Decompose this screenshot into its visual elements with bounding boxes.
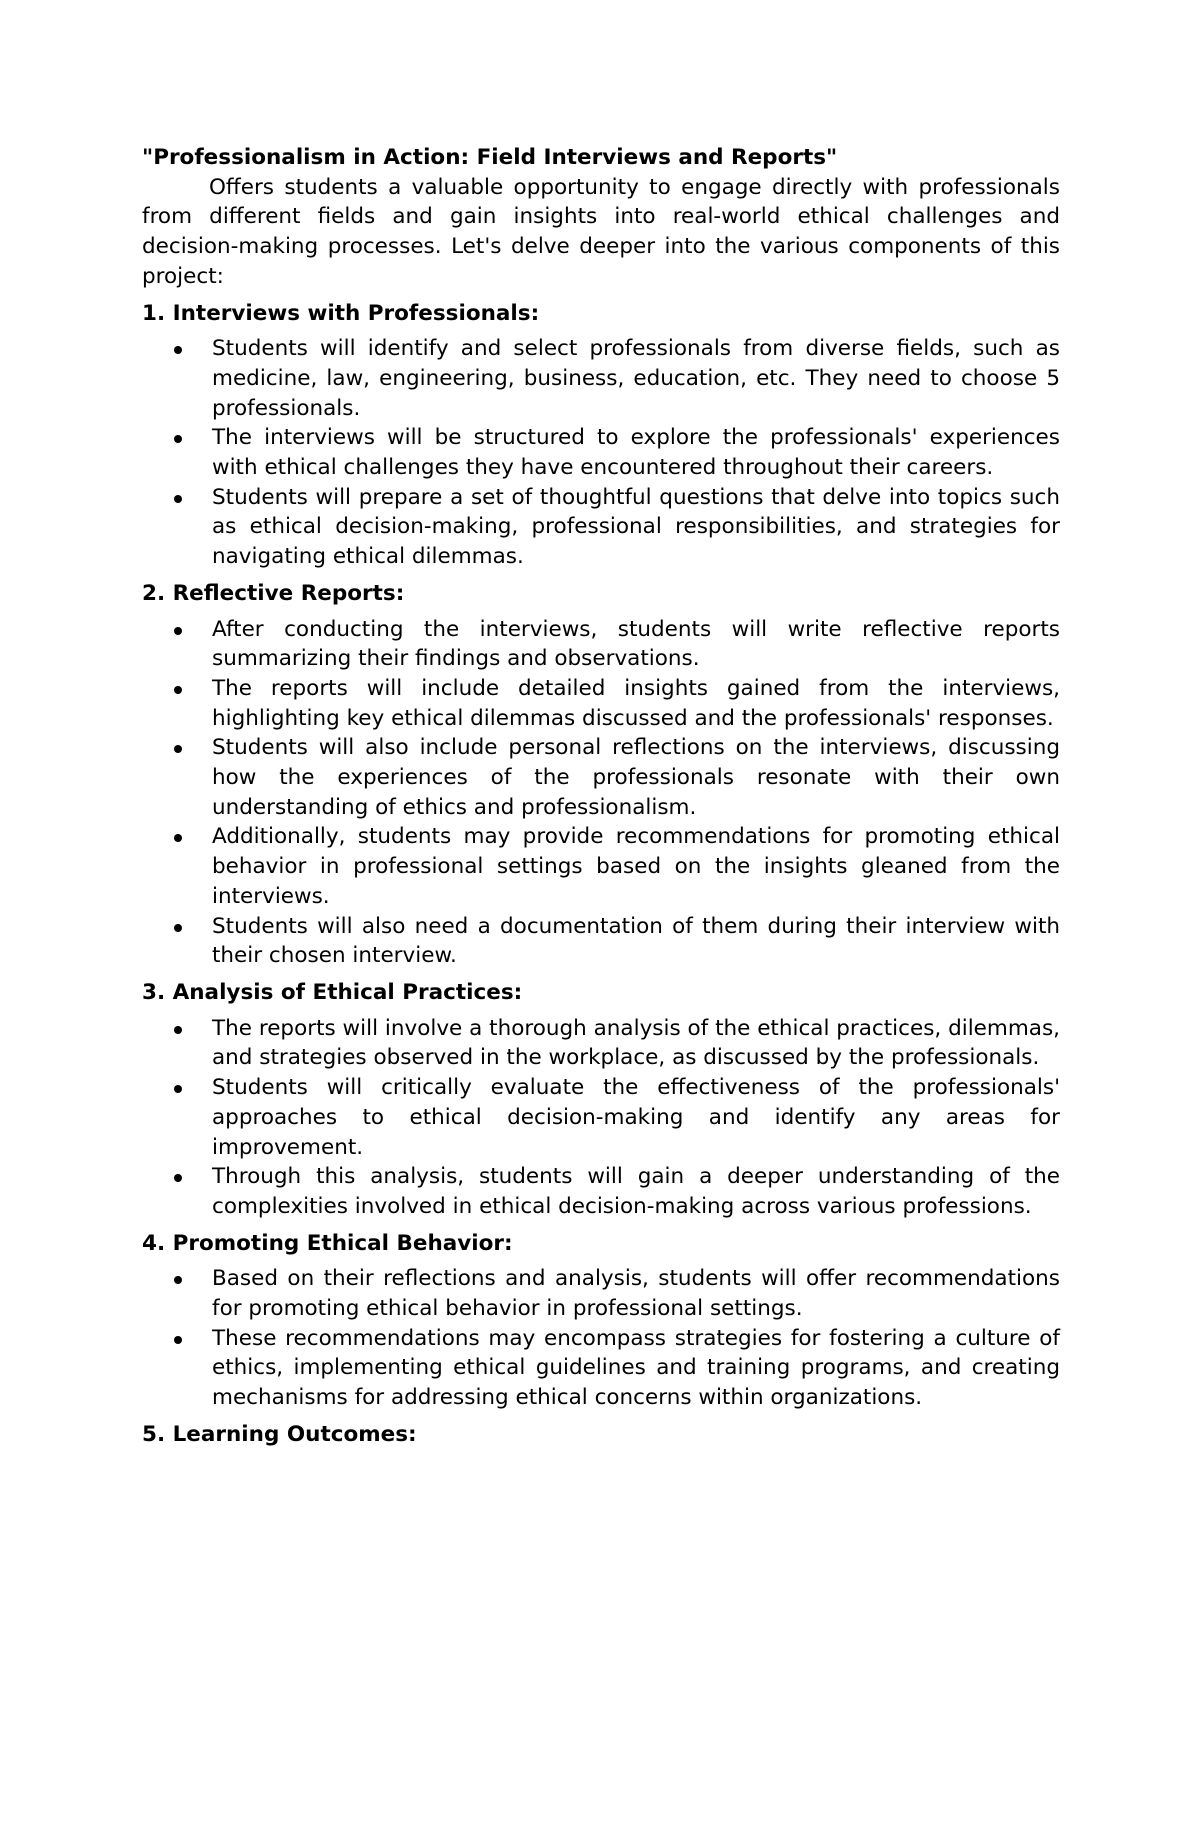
list-item-text: After conducting the interviews, students will write reflective reports summarizing their findings and observations. (212, 616, 1060, 672)
bullet-icon (174, 1336, 182, 1344)
section-heading: 2. Reflective Reports: (142, 580, 405, 606)
list-item-text: Additionally, students may provide recommendations for promoting ethical behavior in professional settings based on the insights gleaned from the interviews. (212, 824, 1060, 909)
bullet-list (142, 1014, 1060, 1222)
list-item-text: Students will also need a documentation of them during their interview with their chosen interview. (212, 913, 1060, 969)
list-item (142, 1264, 1060, 1323)
list-item (142, 1162, 1060, 1221)
list-item-text: The interviews will be structured to explore the professionals' experiences with ethical challenges they have encountered throughout their careers. (212, 425, 1060, 481)
bullet-icon (174, 745, 182, 753)
list-item (142, 423, 1060, 482)
section-1 (142, 299, 1060, 572)
section-2 (142, 579, 1060, 971)
bullet-icon (174, 627, 182, 635)
bullet-icon (174, 435, 182, 443)
bullet-list (142, 1264, 1060, 1413)
bullet-icon (174, 1026, 182, 1034)
bullet-icon (174, 1174, 182, 1182)
list-item-text: Students will identify and select professionals from diverse fields, such as medicine, law, engineering, business, education, etc. They need to choose 5 professionals. (212, 336, 1060, 421)
list-item-text: The reports will involve a thorough analysis of the ethical practices, dilemmas, and strategies observed in the workplace, as discussed by the professionals. (212, 1015, 1060, 1071)
list-item-text: The reports will include detailed insights gained from the interviews, highlighting key ethical dilemmas discussed and the professionals' responses. (212, 675, 1060, 731)
section-4 (142, 1229, 1060, 1413)
list-item (142, 912, 1060, 971)
list-item (142, 674, 1060, 733)
list-item (142, 1014, 1060, 1073)
list-item-text: Based on their reflections and analysis, students will offer recommendations for promoting ethical behavior in professional settings. (212, 1266, 1060, 1322)
section-3 (142, 978, 1060, 1222)
list-item-text: Through this analysis, students will gain a deeper understanding of the complexities involved in ethical decision-making across various professions. (212, 1164, 1060, 1219)
bullet-icon (174, 834, 182, 842)
list-item (142, 615, 1060, 674)
bullet-list (142, 334, 1060, 572)
bullet-icon (174, 686, 182, 694)
bullet-icon (174, 1276, 182, 1284)
list-item-text: Students will prepare a set of thoughtful questions that delve into topics such as ethical decision-making, professional responsibilities, and strategies for navigating ethical dilemmas. (212, 484, 1060, 570)
section-heading: 1. Interviews with Professionals: (142, 300, 540, 326)
document-page (142, 143, 1060, 1456)
section-5 (142, 1420, 1060, 1450)
bullet-list (142, 615, 1060, 971)
bullet-icon (174, 924, 182, 932)
intro-paragraph: Offers students a valuable opportunity to engage directly with professionals from different fields and gain insights into real-world ethical challenges and decision-making processes. Let's delve deeper into the various components of this project: (142, 174, 1060, 289)
section-heading: 4. Promoting Ethical Behavior: (142, 1230, 513, 1256)
list-item (142, 1324, 1060, 1413)
bullet-icon (174, 1085, 182, 1093)
list-item (142, 1073, 1060, 1162)
list-item (142, 483, 1060, 572)
bullet-icon (174, 495, 182, 503)
list-item-text: Students will also include personal reflections on the interviews, discussing how the experiences of the professionals resonate with their own understanding of ethics and professionalism. (212, 735, 1060, 820)
list-item (142, 733, 1060, 822)
list-item-text: These recommendations may encompass strategies for fostering a culture of ethics, implementing ethical guidelines and training programs, and creating mechanisms for addressing ethical concerns within organizations. (212, 1325, 1060, 1411)
list-item (142, 822, 1060, 911)
list-item (142, 334, 1060, 423)
section-heading: 5. Learning Outcomes: (142, 1421, 417, 1447)
document-title: "Professionalism in Action: Field Interviews and Reports" (142, 145, 838, 170)
bullet-icon (174, 346, 182, 354)
section-heading: 3. Analysis of Ethical Practices: (142, 979, 523, 1005)
list-item-text: Students will critically evaluate the effectiveness of the professionals' approaches to ethical decision-making and identify any areas for improvement. (212, 1075, 1060, 1160)
